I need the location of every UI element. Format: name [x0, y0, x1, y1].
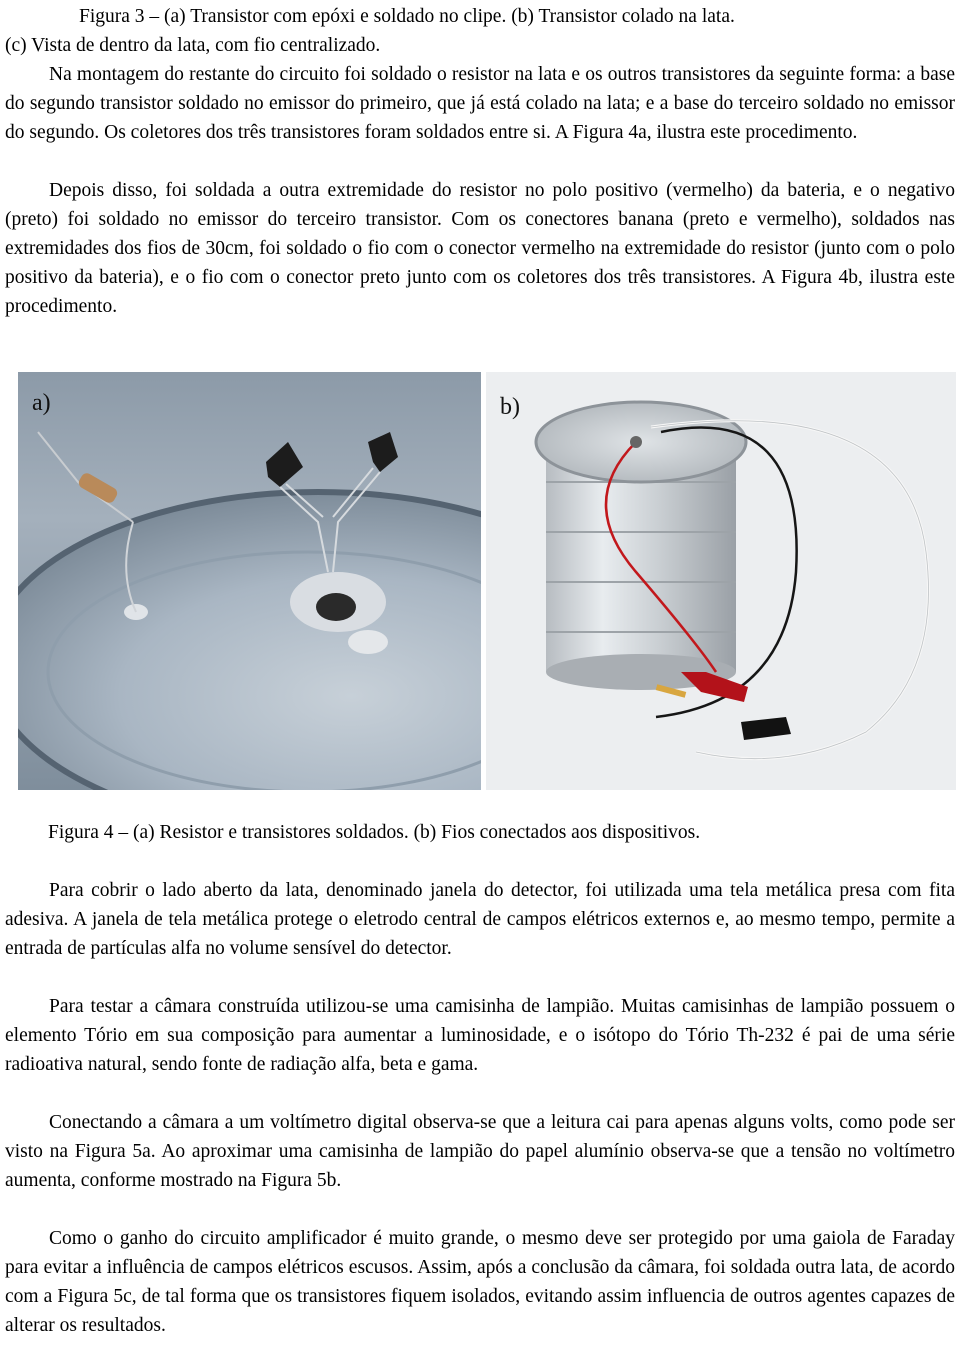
paragraph-lamp-mantle: Para testar a câmara construída utilizou-se uma camisinha de lampião. Muitas camisinhas de lampião possuem o elemento Tório em sua composição para aumentar a luminosidade, e o isótopo do Tório Th-232 é pai de uma série radioativa natural, sendo fonte de radiação alfa, beta e gama. — [5, 996, 955, 1075]
paragraph-voltmeter: Conectando a câmara a um voltímetro digital observa-se que a leitura cai para apenas alguns volts, como pode ser visto na Figura 5a. Ao aproximar uma camisinha de lampião do papel alumínio observa-se que a tensão no voltímetro aumenta, conforme mostrado na Figura 5b. — [5, 1112, 955, 1191]
figure-3-caption-line-1: Figura 3 – (a) Transistor com epóxi e soldado no clipe. (b) Transistor colado na lata. — [79, 6, 735, 27]
figure-3-caption-line-2: (c) Vista de dentro da lata, com fio centralizado. — [5, 35, 381, 56]
paragraph-assembly: Na montagem do restante do circuito foi soldado o resistor na lata e os outros transistores da seguinte forma: a base do segundo transistor soldado no emissor do primeiro, que já está colado na lata; e a base do terceiro soldado no emissor do segundo. Os coletores dos três transistores foram soldados entre si. A Figura 4a, ilustra este procedimento. — [5, 64, 955, 143]
paragraph-resistor-battery: Depois disso, foi soldada a outra extremidade do resistor no polo positivo (vermelho) da bateria, e o negativo (preto) foi soldado no emissor do terceiro transistor. Com os conectores banana (preto e vermelho), soldados nas extremidades dos fios de 30cm, foi soldado o fio com o conector vermelho na extremidade do resistor (junto com o polo positivo da bateria), e o fio com o conector preto junto com os coletores dos três transistores. A Figura 4b, ilustra este procedimento. — [5, 180, 955, 317]
figure-4a-label: a) — [32, 390, 51, 416]
paragraph-faraday-cage: Como o ganho do circuito amplificador é muito grande, o mesmo deve ser protegido por uma gaiola de Faraday para evitar a influência de campos elétricos escusos. Assim, após a conclusão da câmara, foi soldada outra lata, de acordo com a Figura 5c, de tal forma que os transistores fiquem isolados, evitando assim influencia de outros agentes capazes de alterar os resultados. — [5, 1228, 955, 1336]
figure-4a-photo — [18, 372, 481, 790]
paragraph-detector-window: Para cobrir o lado aberto da lata, denominado janela do detector, foi utilizada uma tela metálica presa com fita adesiva. A janela de tela metálica protege o eletrodo central de campos elétricos externos e, ao mesmo tempo, permite a entrada de partículas alfa no volume sensível do detector. — [5, 880, 955, 959]
figure-3-caption — [5, 2, 955, 60]
figure-4b-label: b) — [500, 394, 520, 420]
figure-4-caption: Figura 4 – (a) Resistor e transistores soldados. (b) Fios conectados aos dispositivos. — [48, 822, 701, 843]
figure-4b-photo — [486, 372, 956, 790]
